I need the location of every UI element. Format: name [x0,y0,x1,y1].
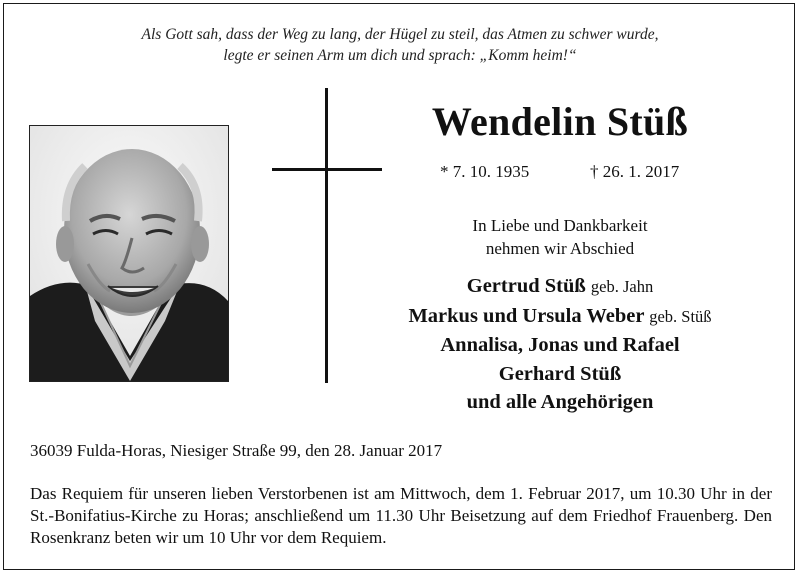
maiden-name: geb. Stüß [649,306,712,326]
death-date: † 26. 1. 2017 [590,162,680,181]
mourner-name: Gertrud Stüß [466,275,586,297]
birth-date: * 7. 10. 1935 [440,162,530,181]
epitaph-quote [0,24,800,66]
deceased-name: Wendelin Stüß [431,99,689,144]
cross-horizontal-bar [272,168,382,171]
address-line: 36039 Fulda-Horas, Niesiger Straße 99, den 28. Januar 2017 [30,441,443,460]
mourners-list [360,272,760,417]
quote-line-1: Als Gott sah, dass der Weg zu lang, der Hügel zu steil, das Atmen zu schwer wurde, [141,26,659,43]
mourner-line [360,360,760,389]
mourner-name: und alle Angehörigen [466,391,654,413]
mourner-line [360,272,760,302]
mourner-name: Markus und Ursula Weber [408,304,645,327]
mourner-line [360,388,760,417]
mourner-name: Gerhard Stüß [498,362,622,385]
maiden-name: geb. Jahn [590,277,654,296]
portrait-photo [29,125,229,382]
intro-line-1: In Liebe und Dankbarkeit [472,216,648,235]
cross-vertical-bar [325,88,328,383]
mourner-name: Annalisa, Jonas und Rafael [440,334,680,356]
mourner-line [360,331,760,360]
mourner-line [360,302,760,332]
quote-line-2: legte er seinen Arm um dich und sprach: „Komm heim!“ [223,47,577,64]
farewell-intro [400,214,720,260]
intro-line-2: nehmen wir Abschied [485,239,635,258]
requiem-notice: Das Requiem für unseren lieben Verstorbenen ist am Mittwoch, dem 1. Februar 2017, um 10.30 Uhr in der St.-Bonifatius-Kirche zu Horas; anschließend um 11.30 Uhr Beisetzung auf dem Friedhof Frauenberg. Den Rosenkranz beten wir um 10 Uhr vor dem Requiem. [30,484,772,547]
